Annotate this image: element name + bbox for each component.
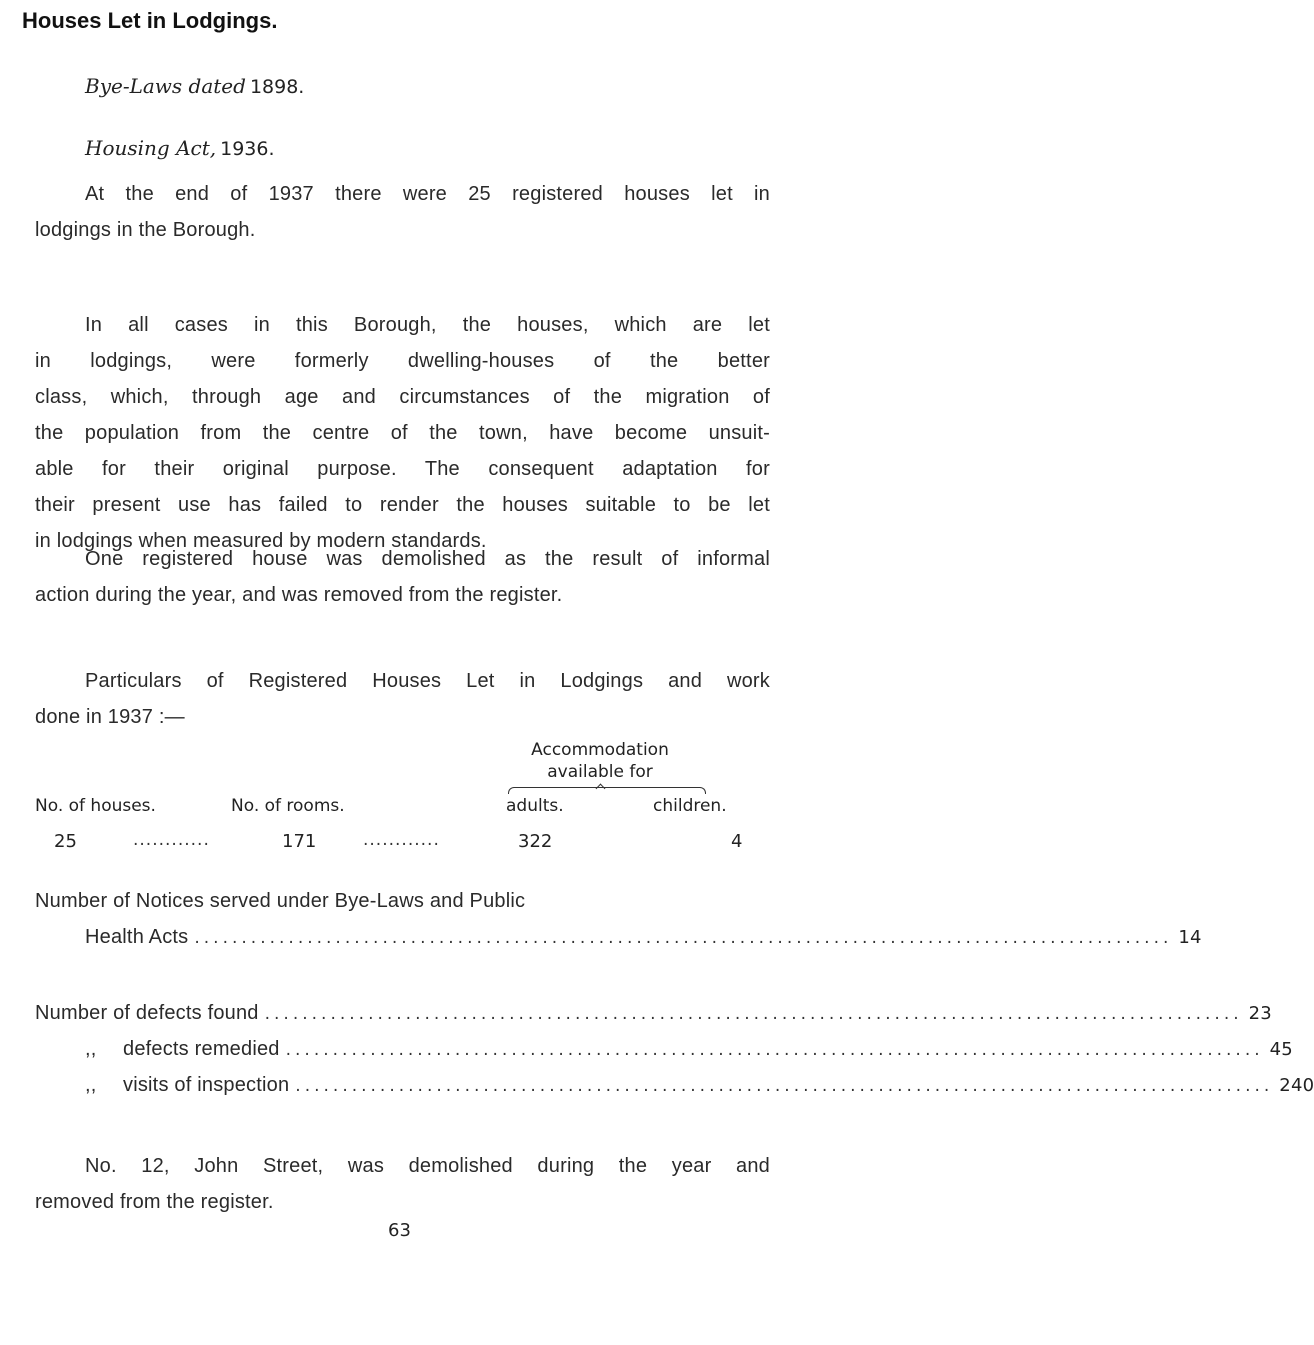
header-rooms: No. of rooms. [231,796,345,816]
leader-dots: ............ [363,830,440,850]
paragraph-line: removed from the register. [35,1191,274,1213]
byelaws-label: Bye-Laws dated [85,74,246,98]
paragraph-line: In all cases in this Borough, the houses, which are let [85,314,770,336]
paragraph-closing [35,1148,770,1220]
leader-dots: ............ [133,830,210,850]
paragraph-line: action during the year, and was removed from the register. [35,584,563,606]
cell-rooms: 171 [282,831,317,852]
stat-label: Number of defects found [35,1002,259,1024]
group-header-2 [547,762,653,782]
header-children: children. [653,796,727,816]
notices-line-1: Number of Notices served under Bye-Laws and Public [35,890,526,912]
group-header-line: Accommodation [531,740,669,760]
leader-dots: ........................................................................................................ [194,928,1173,948]
paragraph-line: No. 12, John Street, was demolished during the year and [85,1155,770,1177]
stat-value: 45 [1269,1039,1293,1060]
paragraph-line: done in 1937 :— [35,706,185,728]
stat-row-visits [85,1074,1314,1097]
notices-value: 14 [1178,927,1202,948]
group-brace [508,787,706,794]
paragraph-particulars [35,663,770,735]
ditto-mark: ,, [85,1074,97,1096]
paragraph-lodgings-description [35,307,770,559]
paragraph-line: Particulars of Registered Houses Let in Lodgings and work [85,670,770,692]
housing-act-line [85,136,275,160]
page-title: Houses Let in Lodgings. [22,8,278,33]
housing-act-label: Housing Act, [85,136,217,160]
cell-adults: 322 [518,831,553,852]
stat-row-defects-remedied [85,1038,1293,1061]
paragraph-registered-count [35,176,770,248]
paragraph-line: lodgings in the Borough. [35,219,256,241]
paragraph-demolished-house [35,541,770,613]
header-adults: adults. [506,796,564,816]
notices-label: Health Acts [85,926,189,948]
stat-label: visits of inspection [123,1074,290,1096]
paragraph-line: able for their original purpose. The consequent adaptation for [35,458,770,480]
paragraph-line: the population from the centre of the town, have become unsuit- [35,422,770,444]
group-header [531,740,669,760]
byelaws-line [85,74,304,98]
paragraph-line: class, which, through age and circumstances of the migration of [35,386,770,408]
stat-label: defects remedied [123,1038,280,1060]
page-number: 63 [388,1220,411,1241]
stat-value: 23 [1248,1003,1272,1024]
ditto-mark: ,, [85,1038,97,1060]
cell-houses: 25 [54,831,77,852]
paragraph-line: At the end of 1937 there were 25 registered houses let in [85,183,770,205]
leader-dots: ........................................................................................................ [285,1040,1264,1060]
housing-act-year: 1936. [220,138,275,160]
stat-row-defects-found [35,1002,1272,1025]
leader-dots: ........................................................................................................ [264,1004,1243,1024]
stat-value: 240 [1279,1075,1314,1096]
header-houses: No. of houses. [35,796,156,816]
leader-dots: ........................................................................................................ [295,1076,1274,1096]
paragraph-line: in lodgings when measured by modern standards. [35,530,487,552]
notices-row [85,926,1202,949]
paragraph-line: One registered house was demolished as the result of informal [85,548,770,570]
paragraph-line: their present use has failed to render the houses suitable to be let [35,494,770,516]
cell-children: 4 [731,831,743,852]
group-header-line: available for [547,762,653,782]
byelaws-year: 1898. [249,76,305,98]
paragraph-line: in lodgings, were formerly dwelling-houses of the better [35,350,770,372]
